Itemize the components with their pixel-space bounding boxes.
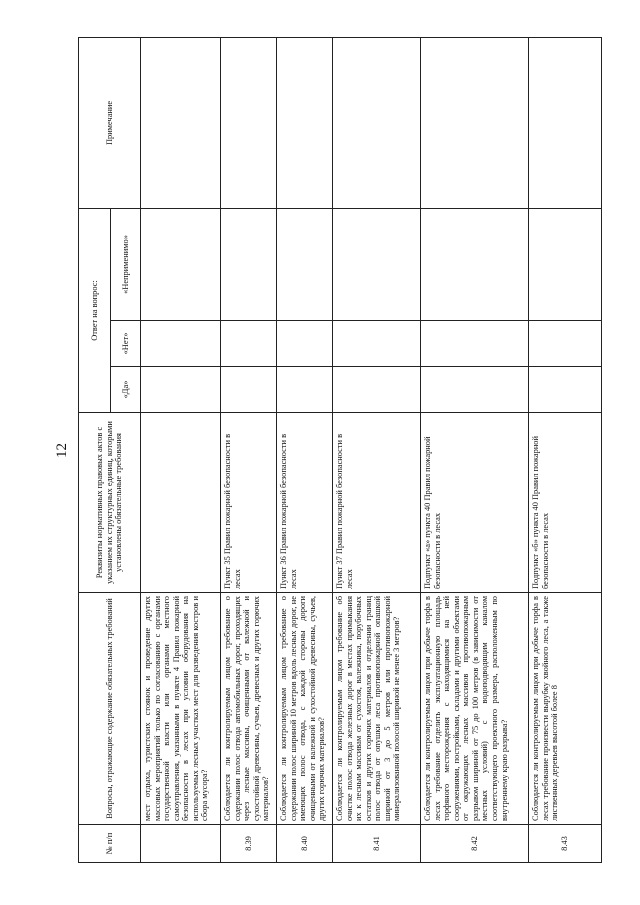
row-number: 8.43 [529, 825, 602, 863]
row-number [141, 825, 221, 863]
row-requisite: Пункт 37 Правил пожарной безопасности в лесах [333, 413, 421, 593]
row-question: Соблюдается ли контролируемым лицом при добыче торфа в лесах требование произвести вырубку хвойного леса, а также лиственных деревьев высотой более 8 [529, 593, 602, 825]
answer-na-cell[interactable] [277, 208, 333, 320]
answer-yes-cell[interactable] [529, 367, 602, 413]
row-requisite [141, 413, 221, 593]
row-number: 8.40 [277, 825, 333, 863]
table-row [333, 37, 421, 862]
answer-no-cell[interactable] [529, 321, 602, 367]
answer-no-cell[interactable] [333, 321, 421, 367]
table-row [141, 37, 221, 862]
table-row [221, 37, 277, 862]
answer-yes-cell[interactable] [421, 367, 529, 413]
row-question: Соблюдается ли контролируемым лицом требование о содержании полос отвода автомобильных дорог, проходящих через лесные массивы, очищенными от валежной и сухостойной древесины, сучьев, древесных и других горючих материалов? [221, 593, 277, 825]
rotated-page [48, 38, 608, 863]
row-requisite: Пункт 35 Правил пожарной безопасности в лесах [221, 413, 277, 593]
header-no: «Нет» [111, 321, 141, 367]
row-requisite: Пункт 36 Правил пожарной безопасности в лесах [277, 413, 333, 593]
row-question: Соблюдается ли контролируемым лицом требование о содержании полос шириной 10 метров вдоль лесных дорог, не имеющих полос отвода, с каждой стороны дороги очищенными от валежной и сухостойной древесины, сучьев, других горючих материалов? [277, 593, 333, 825]
requirements-table [78, 37, 602, 863]
header-not-applicable: «Неприменимо» [111, 208, 141, 320]
header-note: Примечание [79, 37, 141, 208]
answer-yes-cell[interactable] [141, 367, 221, 413]
answer-no-cell[interactable] [421, 321, 529, 367]
row-number: 8.39 [221, 825, 277, 863]
answer-na-cell[interactable] [421, 208, 529, 320]
header-question: Вопросы, отражающие содержание обязательных требований [79, 593, 141, 825]
answer-no-cell[interactable] [141, 321, 221, 367]
note-cell[interactable] [277, 37, 333, 208]
header-yes: «Да» [111, 367, 141, 413]
row-question: мест отдыха, туристских стоянок и проведение других массовых мероприятий только по согласованию с органами государственной власти или органами местного самоуправления, указанными в пункте 4 Правил пожарной безопасности в лесах при условии оборудования на используемых лесных участках мест для разведения костров и сбора мусора? [141, 593, 221, 825]
row-question: Соблюдается ли контролируемым лицом при добыче торфа в лесах требование отделить эксплуатационную площадь торфяного месторождения с находящимися на ней сооружениями, постройками, складами и другими объектами от окружающих лесных массивов противопожарным разрывом шириной от 75 до 100 метров (в зависимости от местных условий) с водоподводящим каналом соответствующего проектного размера, расположенным по внутреннему краю разрыва? [421, 593, 529, 825]
answer-na-cell[interactable] [221, 208, 277, 320]
note-cell[interactable] [221, 37, 277, 208]
row-requisite: Подпункт «а» пункта 40 Правил пожарной безопасности в лесах [421, 413, 529, 593]
answer-no-cell[interactable] [221, 321, 277, 367]
answer-yes-cell[interactable] [333, 367, 421, 413]
header-requisites: Реквизиты нормативных правовых актов с указанием их структурных единиц, которыми установлены обязательные требования [79, 413, 141, 593]
answer-na-cell[interactable] [529, 208, 602, 320]
answer-yes-cell[interactable] [277, 367, 333, 413]
table-row [529, 37, 602, 862]
row-number: 8.42 [421, 825, 529, 863]
header-answer-group: Ответ на вопрос: [79, 208, 111, 412]
table-row [277, 37, 333, 862]
row-number: 8.41 [333, 825, 421, 863]
answer-na-cell[interactable] [333, 208, 421, 320]
table-row [421, 37, 529, 862]
answer-no-cell[interactable] [277, 321, 333, 367]
note-cell[interactable] [333, 37, 421, 208]
note-cell[interactable] [421, 37, 529, 208]
header-number: № п/п [79, 825, 141, 863]
answer-yes-cell[interactable] [221, 367, 277, 413]
page-number: 12 [54, 443, 70, 458]
row-requisite: Подпункт «б» пункта 40 Правил пожарной безопасности в лесах [529, 413, 602, 593]
note-cell[interactable] [529, 37, 602, 208]
answer-na-cell[interactable] [141, 208, 221, 320]
row-question: Соблюдается ли контролируемым лицом требование об очистке полос отвода железных дорог в местах примыкания их к лесным массивам от сухостоя, валежника, порубочных остатков и других горючих материалов и отделении границ полос отвода от опушки леса противопожарной опашкой шириной от 3 до 5 метров или противопожарной минерализованной полосой шириной не менее 3 метров? [333, 593, 421, 825]
note-cell[interactable] [141, 37, 221, 208]
